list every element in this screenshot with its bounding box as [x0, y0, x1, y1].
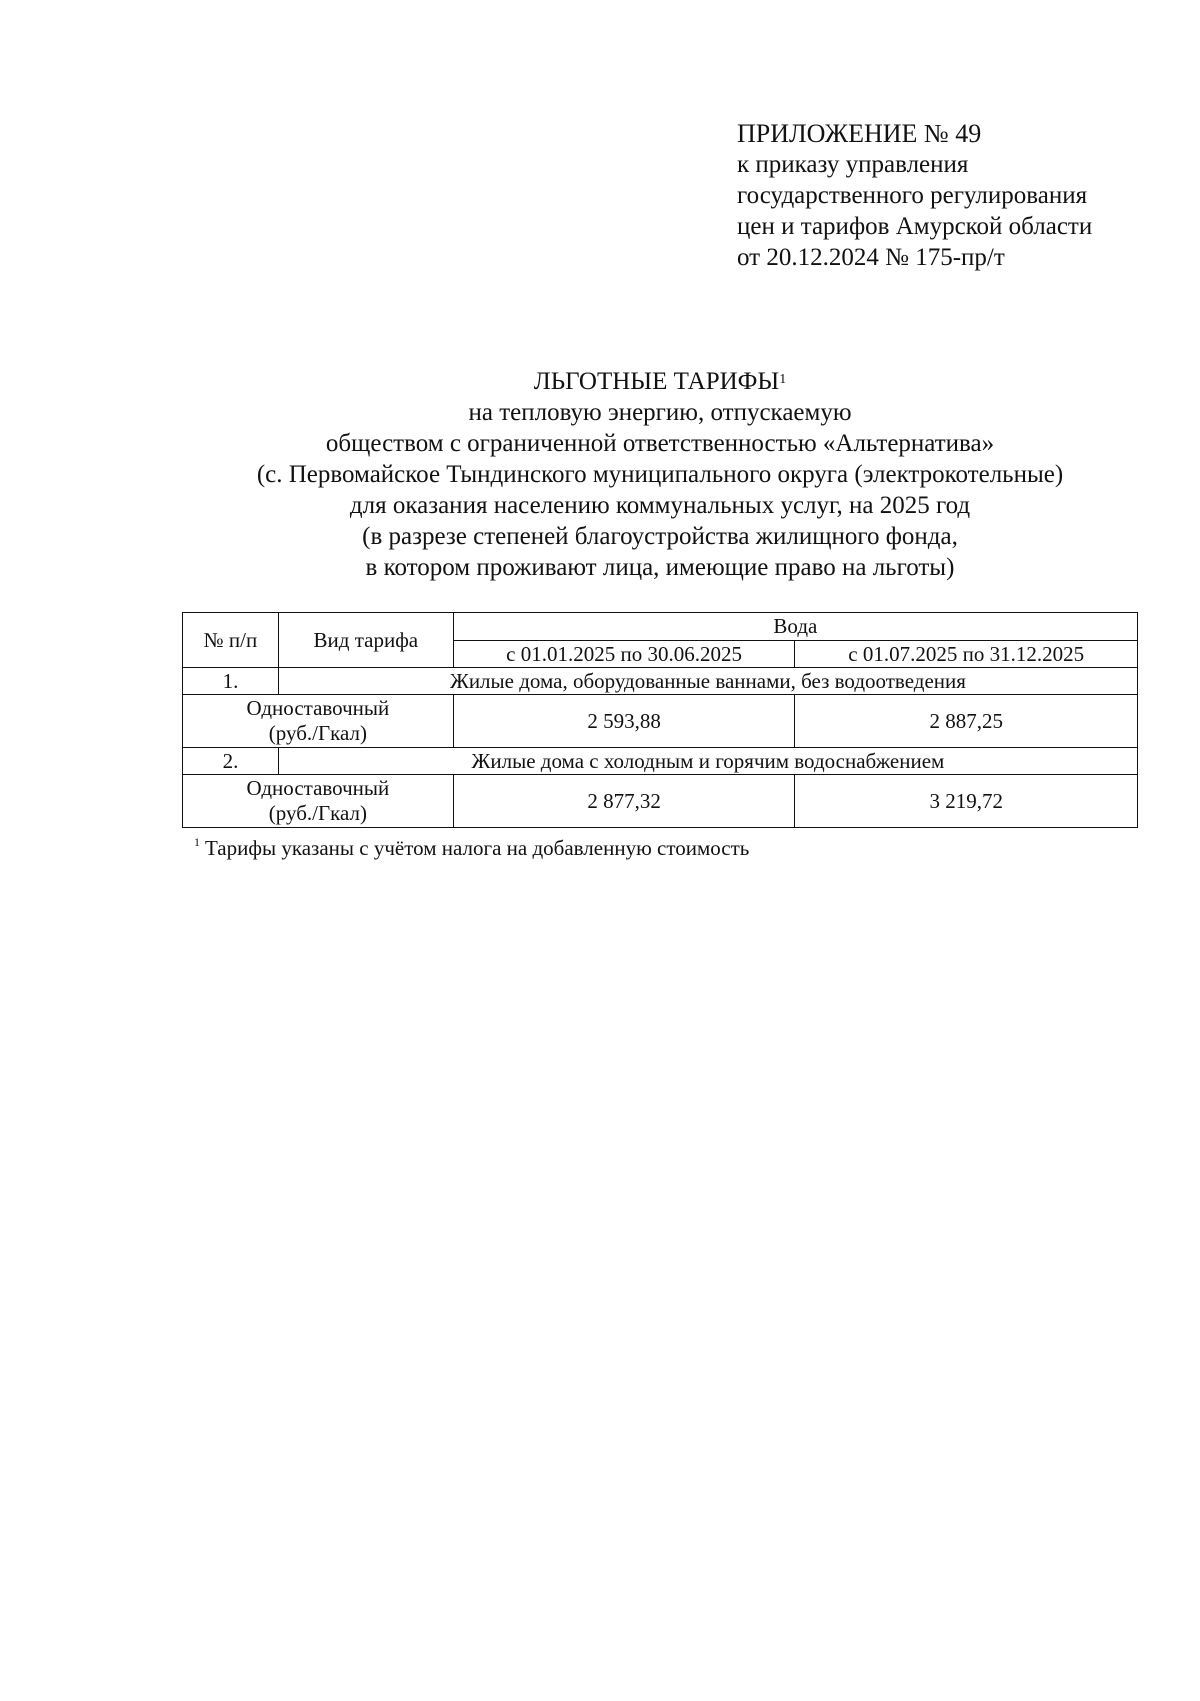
tariff-type: Одноставочный: [246, 776, 390, 800]
footnote: [194, 836, 749, 860]
table-section-row: [183, 748, 1138, 775]
appendix-line: государственного регулирования: [737, 182, 1088, 209]
appendix-line: от 20.12.2024 № 175-пр/т: [737, 244, 1005, 271]
section-number: 2.: [183, 748, 279, 775]
appendix-title: ПРИЛОЖЕНИЕ № 49: [737, 119, 982, 148]
document-heading: [150, 366, 1170, 583]
heading-line: (с. Первомайское Тындинского муниципального округа (электрокотельные): [256, 461, 1064, 488]
document-title: [150, 366, 1170, 397]
footnote-text: Тарифы указаны с учётом налога на добавленную стоимость: [205, 836, 750, 860]
tariff-type-cell: [183, 775, 454, 828]
table-row: [183, 775, 1138, 828]
header-cell-period-1: с 01.01.2025 по 30.06.2025: [453, 641, 795, 668]
section-title: Жилые дома, оборудованные ваннами, без водоотведения: [278, 668, 1137, 695]
tariff-type-cell: [183, 695, 454, 748]
tariff-value: 2 887,25: [795, 695, 1138, 748]
document-title-text: ЛЬГОТНЫЕ ТАРИФЫ: [533, 368, 780, 395]
table-section-row: [183, 668, 1138, 695]
header-cell-number: № п/п: [183, 613, 279, 668]
header-cell-water: Вода: [453, 613, 1137, 641]
tariff-unit: (руб./Гкал): [268, 801, 367, 825]
appendix-block: [737, 118, 1092, 273]
footnote-marker: 1: [779, 372, 787, 387]
header-cell-period-2: с 01.07.2025 по 31.12.2025: [795, 641, 1138, 668]
header-cell-tariff-type: Вид тарифа: [278, 613, 453, 668]
table-row: [183, 695, 1138, 748]
heading-line: для оказания населению коммунальных услуг, на 2025 год: [349, 492, 971, 519]
heading-line: (в разрезе степеней благоустройства жилищного фонда,: [362, 523, 958, 550]
heading-line: обществом с ограниченной ответственностью «Альтернатива»: [325, 430, 995, 457]
footnote-marker: 1: [194, 835, 200, 849]
appendix-line: к приказу управления: [737, 151, 969, 178]
tariff-type: Одноставочный: [246, 696, 390, 720]
tariff-value: 2 877,32: [453, 775, 795, 828]
tariff-table: [182, 612, 1138, 828]
heading-line: на тепловую энергию, отпускаемую: [468, 399, 852, 426]
section-number: 1.: [183, 668, 279, 695]
tariff-unit: (руб./Гкал): [268, 721, 367, 745]
table-header-row: [183, 613, 1138, 641]
heading-line: в котором проживают лица, имеющие право на льготы): [365, 554, 955, 581]
tariff-value: 3 219,72: [795, 775, 1138, 828]
tariff-value: 2 593,88: [453, 695, 795, 748]
section-title: Жилые дома с холодным и горячим водоснабжением: [278, 748, 1137, 775]
appendix-line: цен и тарифов Амурской области: [737, 213, 1093, 240]
